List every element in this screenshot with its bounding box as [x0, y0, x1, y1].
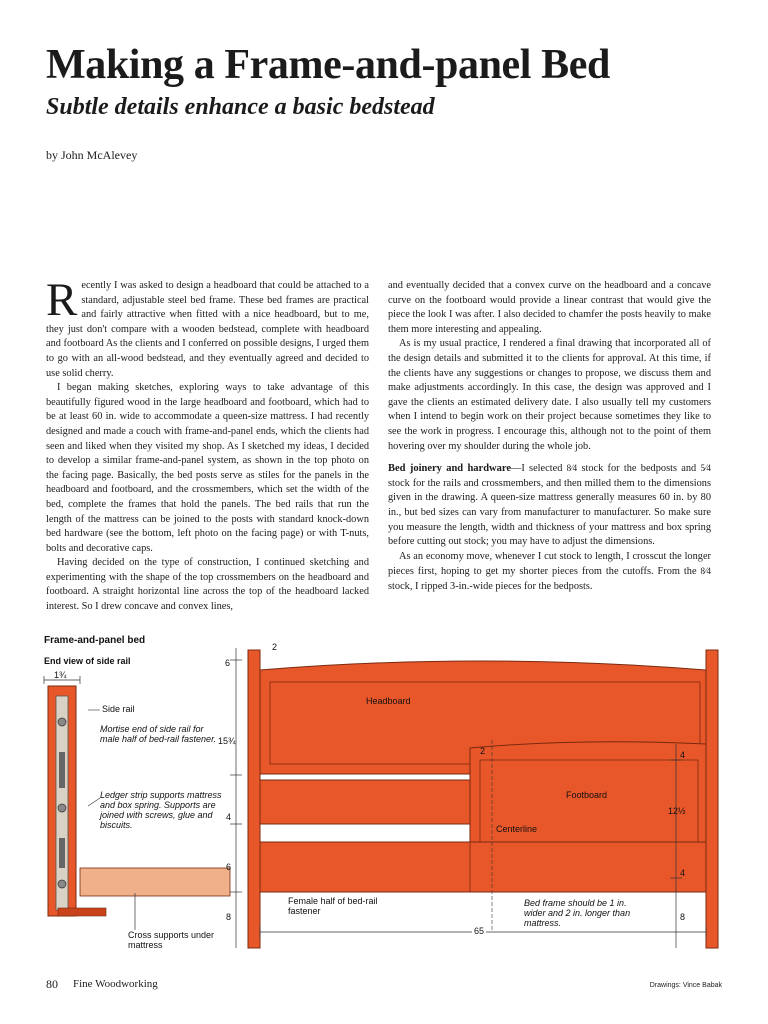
dim-label: 6: [225, 658, 231, 668]
article-subtitle: Subtle details enhance a basic bedstead: [46, 94, 435, 120]
fastener-slot: [59, 752, 65, 788]
bottom-rail: [260, 842, 706, 892]
dim-label: 2: [480, 746, 486, 756]
dim-label: 15¾: [218, 736, 236, 746]
fastener-slot: [59, 838, 65, 868]
label-female-fastener: Female half of bed-rail fastener: [288, 896, 378, 916]
screw: [58, 880, 66, 888]
drawing-credit: Drawings: Vince Babak: [649, 982, 722, 989]
label-footboard: Footboard: [566, 790, 608, 800]
paragraph: As an economy move, whenever I cut stock to length, I crosscut the longer pieces first, hoping to get my shorter pieces from the cutoffs. From the 8⁄4 stock, I ripped 3-in.-wide pieces for the bedposts.: [388, 550, 711, 592]
magazine-name: Fine Woodworking: [73, 978, 158, 990]
label-side-rail: Side rail: [102, 704, 135, 714]
figure-title: Frame-and-panel bed: [44, 635, 146, 646]
cross-support: [80, 868, 230, 896]
bed-drawing: [40, 630, 728, 952]
paragraph: Recently I was asked to design a headboard that could be attached to a standard, adjustable steel bed frame. These bed frames are practical and fairly attractive when fitted with a nice headboard, but to me, they just don't compare with a wooden bedstead, complete with headboard and footboard As the clients and I conferred on possible designs, I urged them to go with an all-wood bedstead, and they eventually agreed and decided to use solid cherry.: [46, 274, 369, 379]
screw: [58, 718, 66, 726]
headboard-post: [248, 650, 260, 948]
dim-label: 8: [680, 912, 686, 922]
drop-cap: R: [46, 274, 78, 326]
dim-label: 12½: [668, 806, 686, 816]
article-title: Making a Frame-and-panel Bed: [46, 42, 610, 88]
label-cross-supports: Cross supports under mattress: [128, 930, 215, 950]
paragraph: I began making sketches, exploring ways to take advantage of this beautifully figured wood in the large headboard and footboard, which had to be at least 60 in. wide to accommodate a queen-size mattress. I had recently designed and made a couch with frame-and-panel ends, which the clients had seen and liked when they visited my shop. As I sketched my ideas, I decided to develop a similar frame-and-panel system, as shown in the top photo on the facing page. Basically, the bed posts serve as stiles for the panels in the headboard and footboard, and the crossmembers, which set the width of the bed, complete the frames that hold the panels. The bed rails that run the length of the mattress can be joined to the posts with standard knock-down bed hardware (see the bottom, left photo on the facing page) or with T-nuts, bolts and decorative caps.: [46, 382, 369, 554]
page-number: 80: [46, 977, 58, 991]
paragraph: As is my usual practice, I rendered a final drawing that incorporated all of the design details and submitted it to the clients for approval. At this time, if the clients have any suggestions or changes to propose, we discuss them and make adjustments accordingly. In this case, the design was approved and I gave the clients an estimated delivery date. I also usually tell my customers when I intend to begin work on their project because sometimes they like to see the work in progress. I encourage this, although not to the point of them hovering over my shoulder during the whole job.: [388, 338, 711, 452]
dim-label: 4: [680, 868, 686, 878]
crossmember: [260, 780, 470, 824]
side-rail-width-dim: 1¾: [54, 670, 67, 680]
label-headboard: Headboard: [366, 696, 411, 706]
dim-label: 4: [226, 812, 232, 822]
screw: [58, 804, 66, 812]
ledger-strip: [58, 908, 106, 916]
label-mortise: Mortise end of side rail for male half of bed-rail fastener.: [100, 724, 217, 744]
column-left: [46, 274, 369, 615]
figure-subtitle: End view of side rail: [44, 656, 131, 666]
label-note: Bed frame should be 1 in. wider and 2 in. longer than mattress.: [524, 898, 631, 928]
rail-fastener-plate: [56, 696, 68, 910]
label-ledger: Ledger strip supports mattress and box spring. Supports are joined with screws, glue and biscuits.: [100, 790, 222, 830]
byline: by John McAlevey: [46, 148, 138, 162]
dim-label: 4: [680, 750, 686, 760]
footboard-post: [706, 650, 718, 948]
section-heading: Bed joinery and hardware: [388, 463, 511, 475]
dim-label: 6: [226, 862, 232, 872]
column-right: and eventually decided that a convex curve on the headboard and a concave curve on the footboard would provide a linear contrast that would give the piece the look I was after. I also decided to chamfer the posts heavily to make them more interesting and appealing. As is my usual practice, I rendered a final drawing that incorporated all of the design details and submitted it to the clients for approval. At this time, if the clients have any suggestions or changes to propose, we discuss them and make adjustments accordingly. In this case, the design was approved and I gave the clients an estimated delivery date. I also usually tell my customers when I intend to begin work on their project because sometimes they like to see the work in progress. I encourage this, although not to the point of them hovering over my shoulder during the whole job. Bed joinery and hardware—I selected 8⁄4 stock for the bedposts and 5⁄4 stock for the rails and crossmembers, and then milled them to the dimensions given in the drawing. A queen-size mattress generally measures 60 in. by 80 in., but bed sizes can vary from manufacturer to manufacturer. So make sure you measure the length, width and thickness of your mattress and box spring before cutting out stock; you may have to adjust the dimensions. As an economy move, whenever I cut stock to length, I crosscut the longer pieces first, hoping to get my shorter pieces from the cutoffs. From the 8⁄4 stock, I ripped 3-in.-wide pieces for the bedposts.: [388, 279, 711, 594]
label-centerline: Centerline: [496, 824, 538, 834]
dim-label: 2: [272, 642, 278, 652]
dim-label: 8: [226, 912, 232, 922]
paragraph: Having decided on the type of construction, I continued sketching and experimenting with the shape of the top crossmembers on the headboard and footboard. A straight horizontal line across the top of the headboard lacked interest. So I drew concave and convex lines,: [46, 557, 369, 613]
paragraph: and eventually decided that a convex curve on the headboard and a concave curve on the footboard would provide a linear contrast that would give the piece the look I was after. I also decided to chamfer the posts heavily to make them more interesting and appealing.: [388, 280, 711, 335]
dim-label-width: 65: [474, 926, 485, 936]
